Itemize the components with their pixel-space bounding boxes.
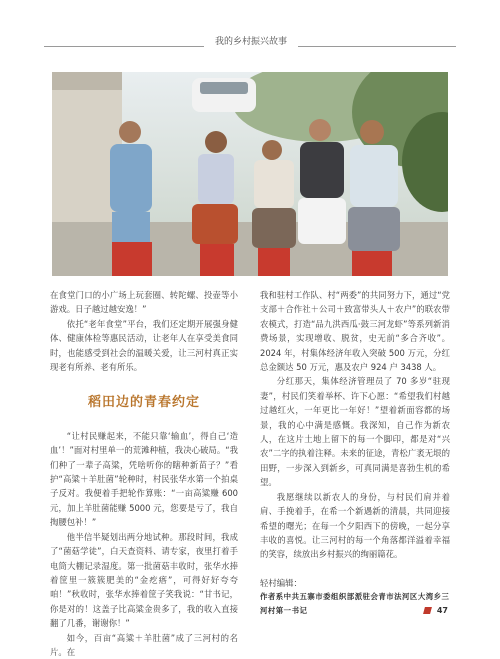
paragraph: 他半信半疑划出两分地试种。那段时间，我成了“菌菇学徒”，白天查资料、请专家，夜里打着手电筒大棚记录湿度。第一批菌菇丰收时，张华水捧着筐里一簇簇肥美的“金疙瘩”，可得好好夸夸咱！”秋收时，张华水捧着筐子笑我说：“甘书记，你是对的！这盖子比高粱金贵多了，我的收入直接翻了几番，谢谢你！” (50, 531, 238, 629)
editor-block (260, 576, 450, 618)
section-title: 稻田边的青春约定 (87, 395, 200, 411)
article-photo (52, 72, 448, 276)
page-number: 47 (436, 605, 448, 615)
paragraph: 依托“老年食堂”平台，我们还定期开展强身健体、健康体检等惠民活动，让老年人在享受美食同时，也能感受到社会的温暖关爱，让三河村真正实现老有所养、老有所乐。 (50, 318, 238, 373)
author-note: 作者系中共五寨市委组织部派驻会青市法河区大湾乡三河村第一书记 (260, 591, 450, 615)
header-rule-left (44, 46, 204, 47)
page-marker-icon (423, 607, 432, 614)
right-column (260, 288, 450, 618)
paragraph: 在食堂门口的小广场上玩套圈、转陀螺、投壶等小游戏。日子越过越安逸！” (50, 290, 238, 315)
page-footer (424, 604, 448, 616)
editor-label: 轻村编辑： (260, 577, 302, 588)
photo-illustration (52, 72, 448, 276)
paragraph: “让村民赚起来，不能只靠‘输血’，得自己‘造血’！”面对村里单一的荒滩种植，我决心破局。“我们种了一辈子高粱，凭啥听你的瞎种新苗子？”看护“高粱＋羊肚菌”轮种时，村民张华水第一个拍桌子反对。我便着手把轮作算账：“一亩高粱赚 600 元，加上羊肚菌能赚 5000 元，您要是亏了，我自掏腰包补！” (50, 430, 238, 528)
paragraph: 我愿继续以新农人的身份，与村民们肩并着肩、手挽着手，在希一个新遇新的清晨，共同迎接希望的曙光；在每一个夕阳西下的傍晚，一起分享丰收的喜悦。让三河村的每一个角落都洋溢着幸福的笑容，续放出乡村振兴的绚丽篇花。 (260, 491, 450, 560)
paragraph: 我和驻村工作队、村“两委”的共同努力下，通过“党支部＋合作社＋公司＋致富带头人＋农户”的联农带农模式，打造“品九洪西瓜·鼓三河龙虾”等系列新消费场景，实现增收、脱贫，史无前“多合齐收”。2024 年，村集体经济年收入突破 500 万元，分红总金额达 50 万元，惠及农户 924 户 3438 人。 (260, 290, 450, 373)
left-column (50, 288, 238, 659)
header-rule-right (298, 46, 456, 47)
header-title: 我的乡村振兴故事 (214, 37, 287, 47)
paragraph: 分红那天，集体经济管理员了 70 多岁“驻现妻”，村民们笑着举杯、许下心愿：“希望我们村越过越红火，一年更比一年好！”望着新面容都的场景，我的心中满是感慨。我深知，自己作为新农人，在这片土地上留下的每一个脚印，都是对“兴农”二字的执着注释。未来的征途，青松广袤无垠的田野，一步深入到新乡，可真同满是喜勃生机的希望。 (260, 376, 450, 488)
paragraph: 如今，百亩“高粱＋羊肚菌”成了三河村的名片。在 (50, 632, 238, 657)
running-header (0, 34, 500, 48)
